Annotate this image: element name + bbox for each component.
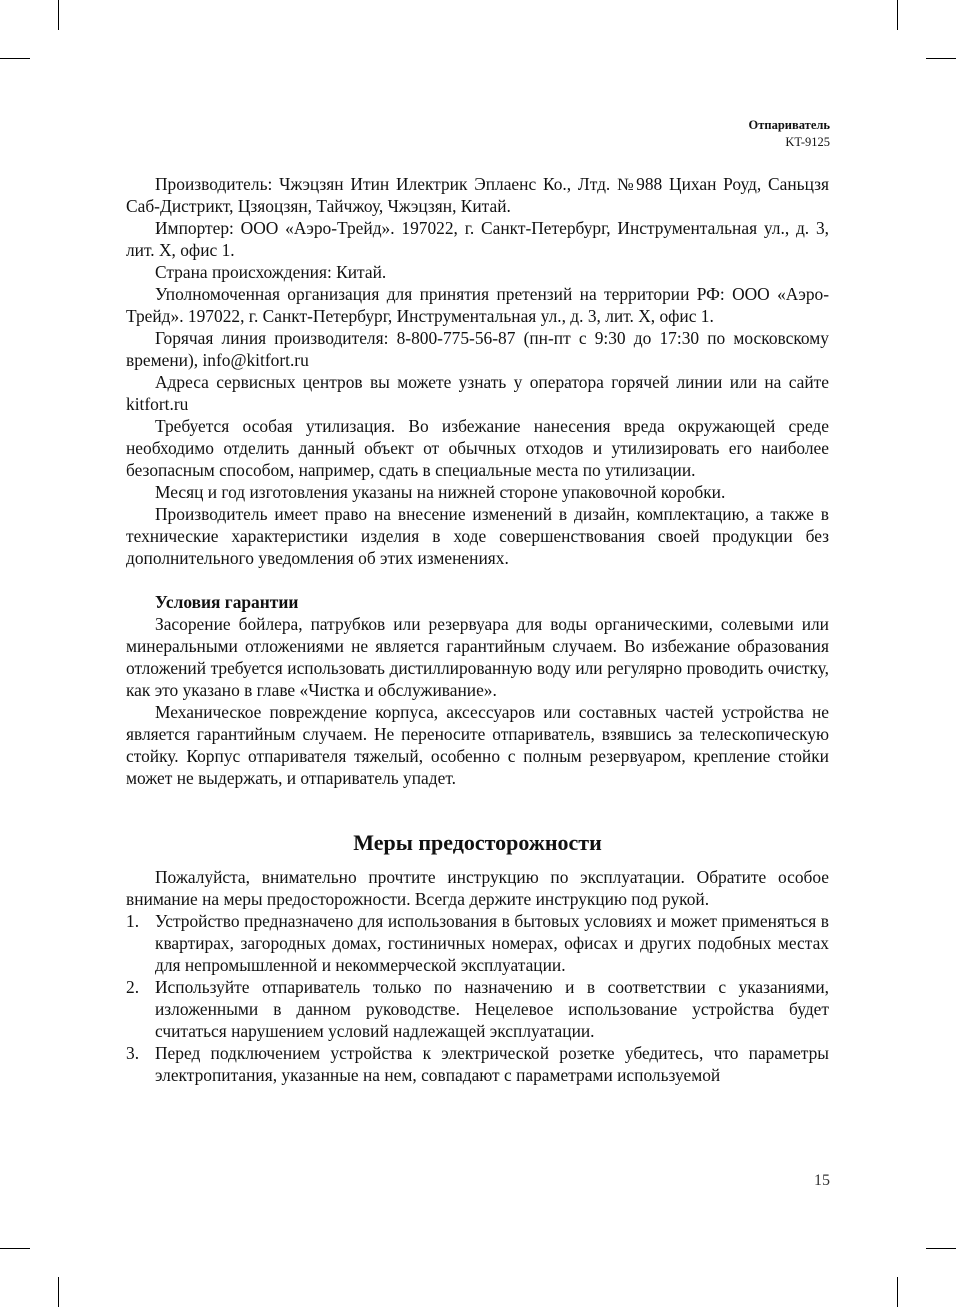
crop-mark: [897, 0, 898, 30]
warranty-paragraph: Засорение бойлера, патрубков или резервуара для воды органическими, солевыми или минеральными отложениями не является гарантийным случаем. Во избежание образования отложений требуется использовать дистиллированную воду или регулярно проводить очистку, как это указано в главе «Чистка и обслуживание».: [126, 614, 829, 700]
crop-mark: [897, 1277, 898, 1307]
list-item: [126, 976, 829, 1042]
page-body: [126, 173, 829, 1086]
paragraph-disposal: Требуется особая утилизация. Во избежание нанесения вреда окружающей среде необходимо отделить данный объект от обычных отходов и утилизировать его наиболее безопасным способом, например, сдать в специальные места по утилизации.: [126, 416, 829, 480]
crop-mark: [0, 1248, 30, 1249]
crop-mark: [58, 0, 59, 30]
paragraph-importer: Импортер: ООО «Аэро-Трейд». 197022, г. Санкт-Петербург, Инструментальная ул., д. 3, лит. Х, офис 1.: [126, 218, 829, 260]
precautions-title: Меры предосторожности: [353, 830, 602, 855]
paragraph-service-centers: Адреса сервисных центров вы можете узнать у оператора горячей линии или на сайте kitfort.ru: [126, 372, 829, 414]
precautions-intro: Пожалуйста, внимательно прочтите инструкцию по эксплуатации. Обратите особое внимание на меры предосторожности. Всегда держите инструкцию под рукой.: [126, 867, 829, 909]
list-item-text: Устройство предназначено для использования в бытовых условиях и может применяться в квартирах, загородных домах, гостиничных номерах, офисах и других подобных местах для непромышленной и некоммерческой эксплуатации.: [155, 911, 829, 975]
list-item: [126, 910, 829, 976]
page-number: 15: [814, 1172, 830, 1189]
warranty-title: Условия гарантии: [155, 592, 299, 612]
header-title: Отпариватель: [748, 118, 830, 132]
crop-mark: [58, 1277, 59, 1307]
paragraph-origin: Страна происхождения: Китай.: [155, 262, 387, 282]
list-item-text: Используйте отпариватель только по назначению и в соответствии с указаниями, изложенными в данном руководстве. Нецелевое использование устройства будет считаться нарушением условий надлежащей эксплуатации.: [155, 977, 829, 1041]
paragraph-changes: Производитель имеет право на внесение изменений в дизайн, комплектацию, а также в технические характеристики изделия в ходе совершенствования своей продукции без дополнительного уведомления об этих изменениях.: [126, 504, 829, 568]
crop-mark: [926, 1248, 956, 1249]
paragraph-authorized-org: Уполномоченная организация для принятия претензий на территории РФ: ООО «Аэро-Трейд». 197022, г. Санкт-Петербург, Инструментальная ул., д. 3, лит. Х, офис 1.: [126, 284, 829, 326]
paragraph-manufacturer: Производитель: Чжэцзян Итин Илектрик Эплаенс Ко., Лтд. №988 Цихан Роуд, Саньцзя Саб-Дистрикт, Цзяоцзян, Тайчжоу, Чжэцзян, Китай.: [126, 174, 829, 216]
paragraph-manufacture-date: Месяц и год изготовления указаны на нижней стороне упаковочной коробки.: [155, 482, 726, 502]
header-model: KT-9125: [785, 135, 830, 149]
precautions-list: [126, 910, 829, 1086]
list-item: [126, 1042, 829, 1086]
paragraph-hotline: Горячая линия производителя: 8-800-775-56-87 (пн-пт с 9:30 до 17:30 по московскому времени), info@kitfort.ru: [126, 328, 829, 370]
list-item-number: 3.: [126, 1043, 140, 1063]
running-header: [749, 117, 830, 151]
list-item-text: Перед подключением устройства к электрической розетке убедитесь, что параметры электропитания, указанные на нем, совпадают с параметрами используемой: [155, 1043, 829, 1085]
list-item-number: 1.: [126, 911, 140, 931]
warranty-paragraph: Механическое повреждение корпуса, аксессуаров или составных частей устройства не является гарантийным случаем. Не переносите отпариватель, взявшись за телескопическую стойку. Корпус отпаривателя тяжелый, особенно с полным резервуаром, крепление стойки может не выдержать, и отпариватель упадет.: [126, 702, 829, 788]
crop-mark: [0, 58, 30, 59]
crop-mark: [926, 58, 956, 59]
list-item-number: 2.: [126, 977, 140, 997]
